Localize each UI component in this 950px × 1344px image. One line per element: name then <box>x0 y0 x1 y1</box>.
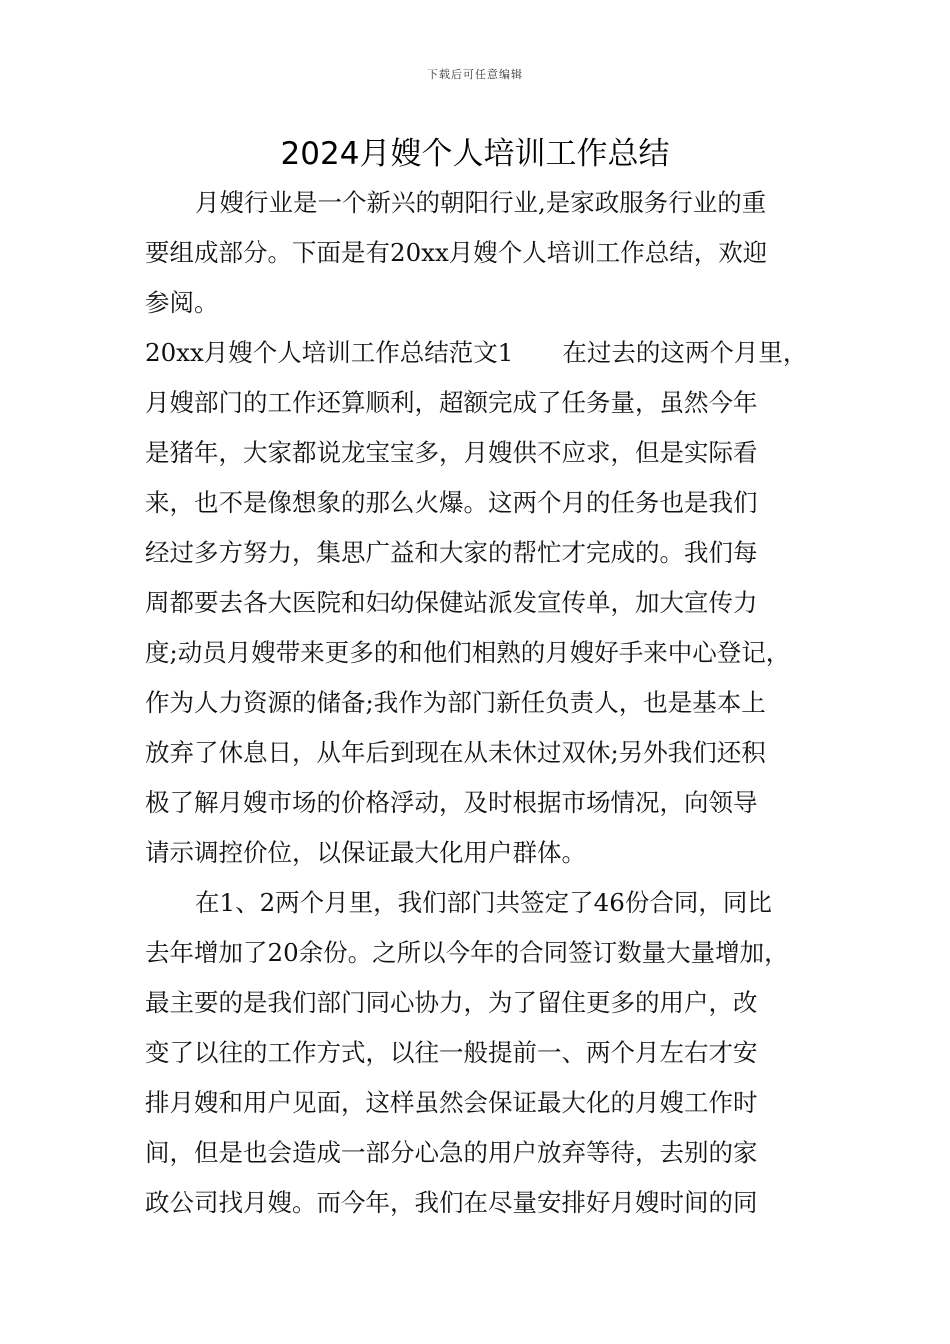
text-line: 月嫂部门的工作还算顺利，超额完成了任务量，虽然今年 <box>145 388 758 417</box>
text-line: 在1、2两个月里，我们部门共签定了46份合同，同比 <box>195 888 772 917</box>
document-body <box>145 178 825 1228</box>
text-line: 去年增加了20余份。之所以今年的合同签订数量大量增加， <box>145 938 789 967</box>
text-line: 要组成部分。下面是有20xx月嫂个人培训工作总结，欢迎 <box>145 238 768 267</box>
header-note: 下载后可任意编辑 <box>427 68 523 81</box>
text-line: 20xx月嫂个人培训工作总结范文1 在过去的这两个月里， <box>145 338 808 367</box>
text-line: 周都要去各大医院和妇幼保健站派发宣传单，加大宣传力 <box>145 588 758 617</box>
text-line: 经过多方努力，集思广益和大家的帮忙才完成的。我们每 <box>145 538 758 567</box>
paragraph <box>145 878 825 1228</box>
text-line: 排月嫂和用户见面，这样虽然会保证最大化的月嫂工作时 <box>145 1088 758 1117</box>
text-line: 月嫂行业是一个新兴的朝阳行业,是家政服务行业的重 <box>195 188 767 217</box>
text-line: 度;动员月嫂带来更多的和他们相熟的月嫂好手来中心登记， <box>145 638 791 667</box>
text-line: 放弃了休息日，从年后到现在从未休过双休;另外我们还积 <box>145 738 766 767</box>
document-title: 2024月嫂个人培训工作总结 <box>280 136 670 172</box>
text-line: 极了解月嫂市场的价格浮动，及时根据市场情况，向领导 <box>145 788 758 817</box>
text-line: 政公司找月嫂。而今年，我们在尽量安排好月嫂时间的同 <box>145 1188 758 1217</box>
text-line: 参阅。 <box>145 288 219 317</box>
paragraph <box>145 328 825 878</box>
text-line: 是猪年，大家都说龙宝宝多，月嫂供不应求，但是实际看 <box>145 438 758 467</box>
text-line: 请示调控价位，以保证最大化用户群体。 <box>145 838 586 867</box>
text-line: 间，但是也会造成一部分心急的用户放弃等待，去别的家 <box>145 1138 758 1167</box>
text-line: 最主要的是我们部门同心协力，为了留住更多的用户，改 <box>145 988 758 1017</box>
text-line: 变了以往的工作方式，以往一般提前一、两个月左右才安 <box>145 1038 758 1067</box>
text-line: 来，也不是像想象的那么火爆。这两个月的任务也是我们 <box>145 488 758 517</box>
paragraph <box>145 178 825 328</box>
text-line: 作为人力资源的储备;我作为部门新任负责人，也是基本上 <box>145 688 766 717</box>
